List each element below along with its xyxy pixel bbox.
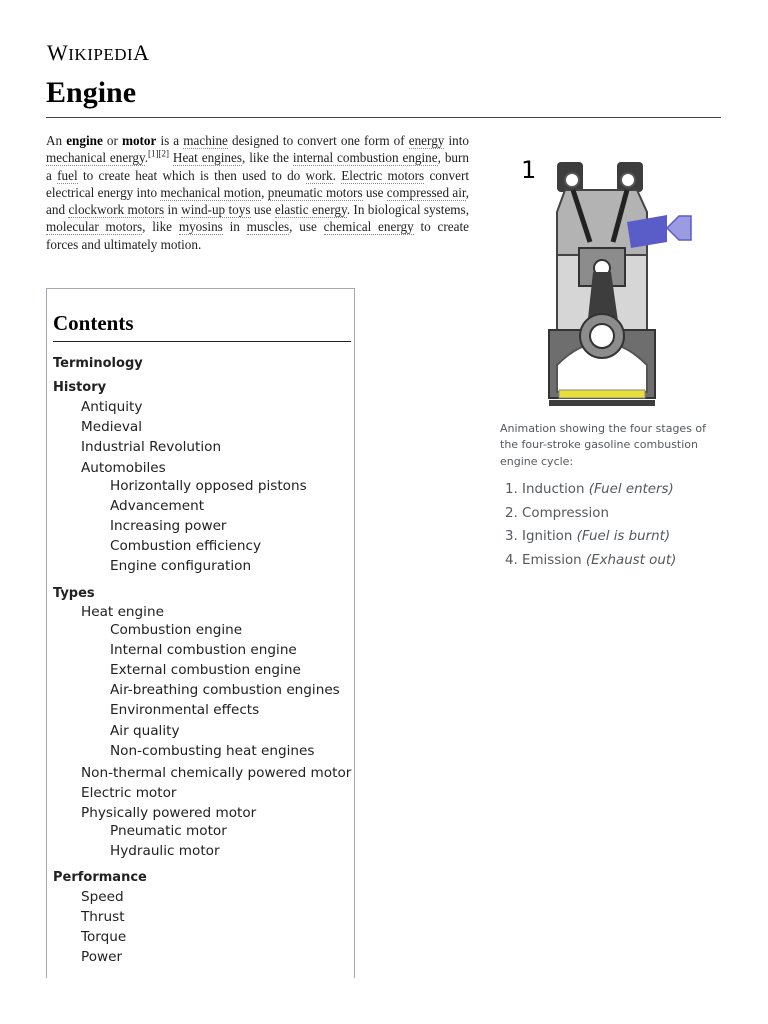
inline-link[interactable]: chemical energy	[323, 219, 414, 235]
title-divider	[46, 117, 721, 118]
page-title: Engine	[46, 76, 137, 109]
stage-label: Emission	[522, 553, 582, 569]
stage-label: Induction	[522, 482, 585, 497]
toc-item[interactable]: Combustion engine	[110, 622, 243, 638]
toc-item[interactable]: Antiquity	[81, 399, 143, 415]
toc-item[interactable]: Torque	[81, 929, 127, 945]
stage-note: (Fuel is burnt)	[576, 529, 671, 545]
stage-item	[505, 553, 676, 577]
inline-link[interactable]: muscles	[246, 219, 290, 235]
frame-number: 1	[521, 156, 537, 184]
toc-item[interactable]: Engine configuration	[110, 558, 252, 574]
toc-divider	[53, 341, 351, 342]
toc-item[interactable]: Non-combusting heat engines	[110, 743, 315, 759]
stage-item	[505, 506, 676, 530]
bold-term: engine	[66, 133, 103, 148]
inline-link[interactable]: mechanical energy	[46, 150, 145, 166]
stage-list	[505, 482, 676, 577]
inline-link[interactable]: myosins	[178, 219, 223, 235]
wordmark-a: A	[133, 40, 150, 65]
toc-item[interactable]: Increasing power	[110, 518, 227, 534]
inline-link[interactable]: Heat engines	[172, 150, 242, 166]
intro-text: , burn a	[46, 150, 470, 183]
stage-note: (Exhaust out)	[585, 553, 677, 569]
intro-text: . In biological systems,	[346, 202, 469, 218]
four-stroke-engine-animation	[535, 160, 695, 410]
intro-text: , use	[289, 219, 324, 235]
intro-text: to create heat which is then used to do	[77, 167, 306, 183]
toc-item[interactable]: Hydraulic motor	[110, 843, 220, 859]
toc-title: Contents	[53, 311, 134, 335]
inline-link[interactable]: work	[305, 167, 333, 183]
inline-link[interactable]: wind-up toys	[181, 202, 251, 218]
inline-link[interactable]: mechanical motion	[160, 184, 262, 200]
inline-link[interactable]: compressed air	[386, 184, 466, 200]
intro-text: in	[164, 202, 182, 218]
toc-item[interactable]: Advancement	[110, 498, 205, 514]
toc-item[interactable]: Speed	[81, 889, 124, 905]
toc-item[interactable]: Non-thermal chemically powered motor	[81, 765, 352, 781]
intro-text: convert electrical energy into	[46, 167, 469, 200]
inline-link[interactable]: machine	[183, 133, 228, 148]
toc-item[interactable]: Medieval	[81, 419, 143, 435]
toc-item[interactable]: Combustion efficiency	[110, 538, 261, 554]
intro-text: use	[250, 202, 275, 218]
inline-link[interactable]: clockwork motors	[68, 202, 165, 218]
stage-item	[505, 482, 676, 506]
toc-item[interactable]: Electric motor	[81, 785, 177, 801]
inline-link[interactable]: pneumatic motors	[267, 184, 363, 200]
intro-paragraph	[46, 132, 469, 253]
toc-item[interactable]: Heat engine	[81, 604, 164, 620]
intro-text: to create forces and ultimately motion.	[46, 219, 469, 252]
stage-item	[505, 529, 676, 553]
stage-number: 2.	[505, 505, 518, 521]
figure-caption: Animation showing the four stages of the four-stroke gasoline combustion engine cycle:	[500, 422, 707, 468]
intro-text: is a	[156, 133, 184, 148]
intro-text: .	[332, 167, 342, 183]
stage-label: Ignition	[522, 529, 573, 545]
table-of-contents	[46, 288, 355, 978]
intro-text: or	[102, 133, 122, 148]
stage-number: 4.	[505, 553, 518, 569]
wordmark-ikipedi: IKIPEDI	[68, 45, 134, 64]
toc-item[interactable]: External combustion engine	[110, 662, 301, 678]
toc-item[interactable]: Industrial Revolution	[81, 439, 222, 455]
inline-link[interactable]: molecular motors	[46, 219, 143, 235]
intro-text: , like	[142, 219, 179, 235]
intro-text: , and	[46, 184, 470, 218]
citation-ref[interactable]: [1][2]	[148, 148, 170, 159]
intro-text: , like the	[242, 150, 293, 166]
toc-item[interactable]: Pneumatic motor	[110, 823, 227, 839]
toc-item[interactable]: Environmental effects	[110, 702, 260, 718]
intro-text: designed to convert one form of	[227, 133, 409, 148]
toc-item[interactable]: Power	[81, 949, 123, 965]
toc-item[interactable]: Horizontally opposed pistons	[110, 478, 307, 494]
inline-link[interactable]: elastic energy	[274, 202, 347, 218]
stage-number: 3.	[505, 529, 518, 545]
stage-note: (Fuel enters)	[588, 482, 674, 497]
intro-text: use	[362, 184, 387, 200]
intro-text: in	[222, 219, 247, 235]
inline-link[interactable]: internal combustion engine	[292, 150, 438, 166]
toc-item[interactable]: Automobiles	[81, 460, 166, 476]
bold-term: motor	[121, 133, 157, 148]
wikipedia-wordmark[interactable]	[47, 40, 150, 66]
toc-item[interactable]: History	[53, 380, 107, 395]
toc-item[interactable]: Thrust	[81, 909, 125, 925]
toc-item[interactable]: Terminology	[53, 356, 143, 371]
wordmark-w: W	[47, 40, 69, 65]
toc-item[interactable]: Physically powered motor	[81, 805, 257, 821]
intro-text: into	[444, 133, 469, 148]
stage-label: Compression	[522, 505, 609, 521]
toc-item[interactable]: Internal combustion engine	[110, 642, 297, 658]
intro-text: ,	[261, 184, 268, 200]
intro-text: An	[46, 133, 67, 148]
toc-item[interactable]: Air-breathing combustion engines	[110, 682, 340, 698]
inline-link[interactable]: fuel	[57, 167, 78, 183]
inline-link[interactable]: Electric motors	[341, 167, 425, 183]
toc-item[interactable]: Air quality	[110, 723, 180, 739]
intro-text: .	[144, 150, 149, 166]
stage-number: 1.	[505, 482, 518, 497]
inline-link[interactable]: energy	[408, 133, 445, 148]
toc-item[interactable]: Types	[53, 586, 95, 601]
toc-item[interactable]: Performance	[53, 870, 147, 885]
